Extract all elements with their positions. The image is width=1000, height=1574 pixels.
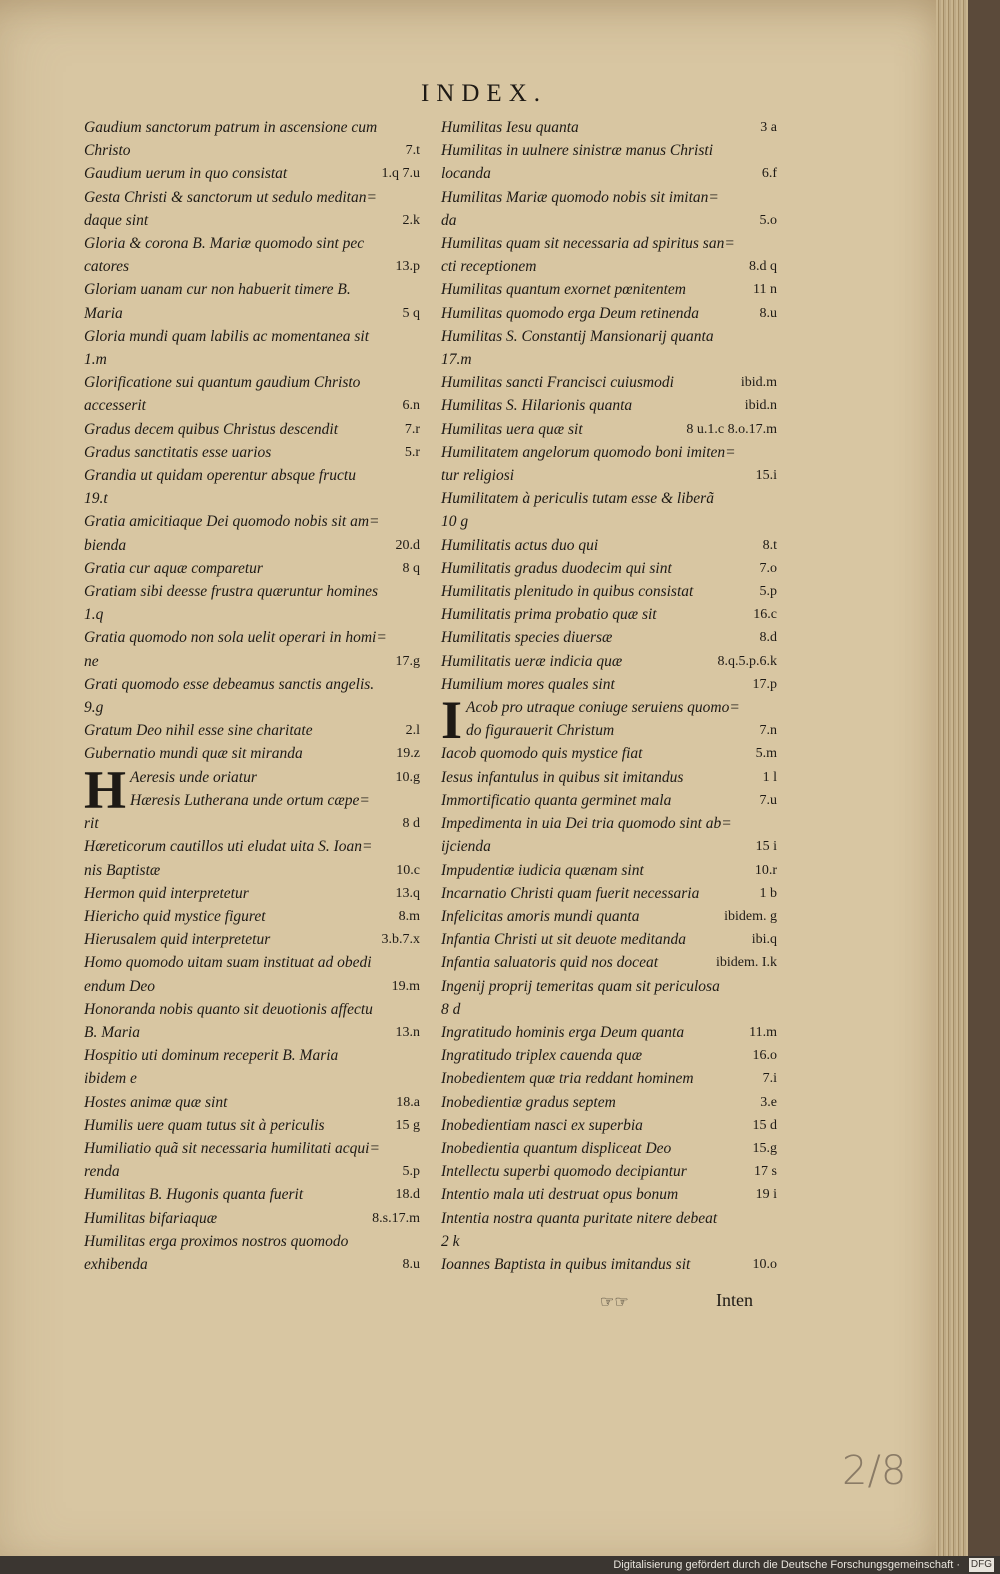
entry-continuation: Christo (84, 142, 131, 160)
index-entry (441, 998, 777, 1021)
entry-text: Intentio mala uti destruat opus bonum (441, 1186, 679, 1204)
entry-text: Hiericho quid mystice figuret (84, 907, 266, 925)
index-entry (84, 626, 420, 649)
index-entry (441, 626, 777, 649)
entry-text: Homo quomodo uitam suam instituat ad obedi (84, 954, 372, 972)
index-entry (441, 116, 777, 139)
page-reference: 7.u (759, 792, 777, 808)
index-entry (441, 394, 777, 417)
entry-continuation: 8 d (441, 1000, 461, 1018)
page-reference: 20.d (395, 537, 420, 553)
page-reference: 15 g (395, 1117, 420, 1133)
index-entry (84, 835, 420, 858)
entry-text: Ingratitudo hominis erga Deum quanta (441, 1023, 685, 1041)
entry-text: Impedimenta in uia Dei tria quomodo sint ab= (441, 815, 732, 833)
page-reference: 17 s (754, 1164, 777, 1180)
pointing-hands-icon: ☞☞ (600, 1294, 629, 1311)
entry-text: Infelicitas amoris mundi quanta (441, 907, 640, 925)
index-entry (441, 464, 777, 487)
index-entry (84, 209, 420, 232)
page-reference: 13.q (395, 885, 420, 901)
page-reference: 5.m (755, 746, 777, 762)
index-entry (84, 255, 420, 278)
index-entry (84, 371, 420, 394)
index-entry (441, 1021, 777, 1044)
index-entry (84, 139, 420, 162)
entry-text: Grandia ut quidam operentur absque fructu (84, 467, 356, 485)
index-entry (441, 371, 777, 394)
page-reference: 5.p (759, 584, 777, 600)
page-reference: 8 q (402, 560, 420, 576)
entry-text: Gratum Deo nihil esse sine charitate (84, 722, 313, 740)
index-entry (84, 719, 420, 742)
index-entry (441, 1207, 777, 1230)
catchword: Inten (716, 1290, 753, 1310)
page-edge (936, 0, 968, 1574)
page-reference: 2.k (402, 212, 420, 228)
page-reference: 3.e (760, 1094, 777, 1110)
page-reference: 7.r (404, 421, 420, 437)
page-reference: 5.o (759, 212, 777, 228)
index-entry (84, 1067, 420, 1090)
entry-text: Inobedientia quantum displiceat Deo (441, 1139, 672, 1157)
page-reference: 15.i (755, 468, 777, 484)
index-entry (84, 1160, 420, 1183)
entry-continuation: bienda (84, 536, 127, 554)
page-reference: 5.p (402, 1164, 420, 1180)
index-entry (84, 232, 420, 255)
index-entry (441, 1253, 777, 1276)
index-entry (84, 325, 420, 348)
entry-continuation: B. Maria (84, 1023, 140, 1041)
index-entry (441, 487, 777, 510)
index-entry (84, 1207, 420, 1230)
entry-text: Hierusalem quid interpretetur (84, 931, 271, 949)
entry-continuation: accesserit (84, 397, 146, 415)
entry-text: Humilitatem angelorum quomodo boni imiten= (441, 443, 736, 461)
left-index-column (84, 116, 420, 1276)
entry-text: Intellectu superbi quomodo decipiantur (441, 1163, 687, 1181)
page-reference: 5 q (402, 305, 420, 321)
index-entry (441, 278, 777, 301)
index-entry (84, 534, 420, 557)
page-reference: 8.q.5.p.6.k (717, 653, 777, 669)
index-entry (84, 162, 420, 185)
entry-text: Humilitatis ueræ indicia quæ (441, 652, 623, 670)
page-reference: 17.p (752, 676, 777, 692)
index-entry (84, 510, 420, 533)
entry-text: Iacob quomodo quis mystice fiat (441, 745, 643, 763)
page-reference: 10.o (752, 1256, 777, 1272)
page-reference: 8.s.17.m (372, 1210, 420, 1226)
digitization-footer (0, 1556, 1000, 1574)
page-reference: 8.m (398, 908, 420, 924)
entry-text: Humilitas B. Hugonis quanta fuerit (84, 1186, 304, 1204)
entry-text: Humilitas quam sit necessaria ad spiritus san= (441, 235, 735, 253)
right-index-column (441, 116, 777, 1276)
pencil-annotation: 2/8 (842, 1448, 907, 1494)
index-entry (84, 998, 420, 1021)
index-entry (441, 673, 777, 696)
index-entry (84, 1137, 420, 1160)
page-reference: 2.l (405, 723, 420, 739)
index-entry (441, 742, 777, 765)
entry-text: Ingenij proprij temeritas quam sit periculosa (441, 977, 720, 995)
entry-text: Infantia saluatoris quid nos doceat (441, 954, 658, 972)
entry-text: Infantia Christi ut sit deuote meditanda (441, 931, 686, 949)
entry-continuation: 10 g (441, 513, 469, 531)
entry-text: Gratiam sibi deesse frustra quæruntur homines (84, 583, 379, 601)
entry-text: Inobedientiam nasci ex superbia (441, 1116, 643, 1134)
page-title: INDEX. (420, 80, 547, 107)
entry-text: Humilitas uera quæ sit (441, 420, 583, 438)
index-entry (84, 1114, 420, 1137)
entry-text: Hæreticorum cautillos uti eludat uita S. Ioan= (84, 838, 373, 856)
index-entry (441, 232, 777, 255)
index-entry (84, 557, 420, 580)
page-reference: 13.p (395, 259, 420, 275)
entry-text: Humilitas erga proximos nostros quomodo (84, 1232, 349, 1250)
index-entry (441, 603, 777, 626)
page-reference: 6.f (761, 166, 777, 182)
entry-text: Gesta Christi & sanctorum ut sedulo meditan= (84, 188, 377, 206)
index-entry (84, 116, 420, 139)
entry-text: Gloria & corona B. Mariæ quomodo sint pec (84, 235, 365, 253)
index-entry (84, 487, 420, 510)
index-entry (441, 557, 777, 580)
entry-text: Inobedientem quæ tria reddant hominem (441, 1070, 694, 1088)
dfg-badge: DFG (970, 1559, 992, 1570)
index-entry (84, 580, 420, 603)
page-reference: ibidem. g (724, 908, 777, 924)
entry-text: Humilitatis plenitudo in quibus consistat (441, 583, 694, 601)
index-entry (84, 951, 420, 974)
index-entry (441, 441, 777, 464)
index-entry (84, 1044, 420, 1067)
index-entry (441, 580, 777, 603)
index-entry (441, 928, 777, 951)
entry-text: Intentia nostra quanta puritate nitere debeat (441, 1209, 718, 1227)
index-entry (441, 162, 777, 185)
index-entry (84, 1091, 420, 1114)
index-entry (84, 418, 420, 441)
page-reference: 8.t (762, 537, 777, 553)
index-entry (441, 1044, 777, 1067)
page-reference: 8 d (402, 816, 420, 832)
footer-text: Digitalisierung gefördert durch die Deutsche Forschungsgemeinschaft · (613, 1559, 960, 1571)
index-entry (441, 209, 777, 232)
index-entry (441, 534, 777, 557)
index-entry (441, 1160, 777, 1183)
entry-continuation: nis Baptistæ (84, 861, 161, 879)
index-entry (441, 766, 777, 789)
drop-capital: H (84, 759, 127, 820)
index-entry (441, 255, 777, 278)
index-entry (441, 325, 777, 348)
entry-text: Humilitas bifariaquæ (84, 1209, 218, 1227)
page-reference: 15 i (755, 839, 777, 855)
page-reference: ibi.q (751, 932, 777, 948)
entry-text: Honoranda nobis quanto sit deuotionis affectu (84, 1000, 373, 1018)
index-entry (84, 650, 420, 673)
entry-text: Humilitas Mariæ quomodo nobis sit imitan= (441, 188, 719, 206)
page-reference: 19.m (391, 978, 420, 994)
index-entry (84, 1253, 420, 1276)
index-entry (84, 278, 420, 301)
index-entry (84, 302, 420, 325)
index-entry (441, 510, 777, 533)
entry-continuation: 1.q (84, 606, 104, 624)
page-reference: 8.u (402, 1256, 420, 1272)
page-reference: 15.g (752, 1140, 777, 1156)
index-entry (441, 139, 777, 162)
entry-text: Hospitio uti dominum receperit B. Maria (84, 1047, 339, 1065)
page-reference: 19 i (755, 1187, 777, 1203)
index-entry (441, 859, 777, 882)
entry-text: Humilitas Iesu quanta (441, 119, 579, 136)
page-reference: 5.r (404, 444, 420, 460)
entry-continuation: daque sint (84, 211, 149, 229)
page-reference: 15 d (752, 1117, 777, 1133)
entry-text: Humilitatis gradus duodecim qui sint (441, 559, 672, 577)
page-reference: 7.i (762, 1071, 777, 1087)
entry-continuation: do figurauerit Christum (466, 722, 615, 740)
page-reference: 13.n (395, 1024, 420, 1040)
index-entry (441, 882, 777, 905)
entry-text: Humiliatio quã sit necessaria humilitati acqui= (84, 1139, 380, 1157)
page-reference: 8 u.1.c 8.o.17.m (686, 421, 777, 437)
entry-text: Humilitatis species diuersæ (441, 629, 613, 647)
index-entry (84, 348, 420, 371)
index-entry (84, 603, 420, 626)
page-reference: 7.o (759, 560, 777, 576)
index-entry (441, 951, 777, 974)
entry-text: Humilitatis actus duo qui (441, 536, 599, 554)
page-reference: 16.c (753, 607, 777, 623)
entry-text: Glorificatione sui quantum gaudium Christo (84, 374, 361, 392)
index-entry (84, 1183, 420, 1206)
page-reference: 19.z (396, 746, 420, 762)
index-entry (84, 905, 420, 928)
entry-continuation: tur religiosi (441, 467, 515, 485)
index-entry (84, 673, 420, 696)
entry-text: Aeresis unde oriatur (130, 768, 257, 786)
index-entry (84, 441, 420, 464)
index-entry (84, 1021, 420, 1044)
page-reference: ibid.n (744, 398, 777, 414)
entry-text: Hermon quid interpretetur (84, 884, 249, 902)
index-entry (441, 812, 777, 835)
index-entry (84, 742, 420, 765)
page-reference: 1.q 7.u (381, 166, 420, 182)
entry-continuation: rit (84, 815, 99, 833)
index-entry (84, 464, 420, 487)
entry-continuation: cti receptionem (441, 258, 537, 276)
index-entry (84, 859, 420, 882)
entry-text: Gubernatio mundi quæ sit miranda (84, 745, 303, 763)
page-reference: 8.u (759, 305, 777, 321)
index-entry (441, 1183, 777, 1206)
page-reference: 10.g (395, 769, 420, 785)
entry-continuation: ibidem e (84, 1070, 137, 1088)
page-reference: 3.b.7.x (381, 932, 420, 948)
entry-continuation: 17.m (441, 351, 472, 369)
entry-text: Iesus infantulus in quibus sit imitandus (441, 768, 684, 786)
entry-text: Immortificatio quanta germinet mala (441, 791, 672, 809)
entry-text: Gradus decem quibus Christus descendit (84, 420, 339, 438)
page-reference: 11.m (749, 1024, 777, 1040)
entry-text: Impudentiæ iudicia quænam sint (441, 861, 644, 879)
drop-capital: I (441, 690, 463, 751)
index-entry (84, 812, 420, 835)
entry-text: Humilium mores quales sint (441, 675, 615, 693)
index-entry (84, 696, 420, 719)
page-reference: 1 l (762, 769, 777, 785)
entry-text: Ingratitudo triplex cauenda quæ (441, 1047, 643, 1065)
index-entry (441, 348, 777, 371)
entry-text: Humilitatis prima probatio quæ sit (441, 606, 657, 624)
page-reference: ibidem. I.k (715, 955, 777, 971)
entry-text: Humilitas S. Constantij Mansionarij quanta (441, 327, 714, 345)
entry-continuation: endum Deo (84, 977, 156, 995)
entry-text: Humilitatem à periculis tutam esse & liberã (441, 490, 714, 508)
entry-continuation: locanda (441, 165, 491, 183)
entry-text: Gaudium uerum in quo consistat (84, 165, 288, 183)
page-reference: 6.n (402, 398, 420, 414)
entry-continuation: renda (84, 1163, 120, 1181)
entry-text: Ioannes Baptista in quibus imitandus sit (441, 1255, 691, 1273)
index-entry (84, 928, 420, 951)
index-entry (441, 1114, 777, 1137)
index-entry (441, 302, 777, 325)
entry-continuation: exhibenda (84, 1255, 148, 1273)
entry-text: Gloriam uanam cur non habuerit timere B. (84, 281, 351, 299)
entry-continuation: ijcienda (441, 838, 491, 856)
index-entry (84, 789, 420, 812)
page-reference: 7.n (759, 723, 777, 739)
index-entry (441, 1137, 777, 1160)
entry-text: Grati quomodo esse debeamus sanctis angelis. (84, 675, 375, 693)
entry-text: Humilitas S. Hilarionis quanta (441, 397, 633, 415)
entry-continuation: 9.g (84, 699, 104, 717)
page-reference: 8.d (759, 630, 777, 646)
entry-continuation: 19.t (84, 490, 108, 508)
entry-continuation: ne (84, 652, 99, 670)
page-reference: 18.a (396, 1094, 420, 1110)
entry-text: Humilitas quomodo erga Deum retinenda (441, 304, 700, 322)
entry-text: Gaudium sanctorum patrum in ascensione cum (84, 119, 378, 136)
entry-text: Inobedientiæ gradus septem (441, 1093, 616, 1111)
page-reference: 16.o (752, 1048, 777, 1064)
index-entry (441, 789, 777, 812)
entry-continuation: 1.m (84, 351, 107, 369)
entry-continuation: 2 k (441, 1232, 460, 1250)
page-reference: 10.c (396, 862, 420, 878)
index-entry (441, 418, 777, 441)
index-entry (441, 1091, 777, 1114)
page-reference: 1 b (759, 885, 777, 901)
entry-text: Gratia quomodo non sola uelit operari in homi= (84, 629, 387, 647)
entry-continuation: Maria (84, 304, 123, 322)
entry-text: Gloria mundi quam labilis ac momentanea sit (84, 327, 370, 345)
index-entry (441, 905, 777, 928)
index-entry (441, 1230, 777, 1253)
index-entry (84, 882, 420, 905)
entry-text: Gradus sanctitatis esse uarios (84, 443, 272, 461)
index-entry (441, 186, 777, 209)
index-entry (84, 186, 420, 209)
page-reference: 8.d q (749, 259, 777, 275)
page-reference: 10.r (754, 862, 777, 878)
page-reference: 7.t (405, 143, 420, 159)
entry-text: Incarnatio Christi quam fuerit necessaria (441, 884, 700, 902)
index-entry (84, 1230, 420, 1253)
entry-text: Humilis uere quam tutus sit à periculis (84, 1116, 325, 1134)
entry-continuation: catores (84, 258, 130, 276)
index-entry (84, 394, 420, 417)
entry-text: Hæresis Lutherana unde ortum cæpe= (130, 791, 370, 809)
entry-text: Gratia amicitiaque Dei quomodo nobis sit am= (84, 513, 380, 531)
entry-text: Acob pro utraque coniuge seruiens quomo= (466, 699, 740, 717)
page-reference: 18.d (395, 1187, 420, 1203)
page-reference: 3 a (760, 120, 777, 135)
entry-text: Hostes animæ quæ sint (84, 1093, 228, 1111)
index-entry (441, 975, 777, 998)
entry-text: Humilitas quantum exornet pœnitentem (441, 281, 686, 299)
page-reference: 11 n (753, 282, 777, 298)
page-reference: ibid.m (740, 375, 777, 391)
entry-text: Humilitas sancti Francisci cuiusmodi (441, 374, 674, 392)
index-entry (441, 650, 777, 673)
index-entry (441, 719, 777, 742)
entry-text: Humilitas in uulnere sinistræ manus Christi (441, 142, 713, 160)
index-entry (441, 835, 777, 858)
entry-text: Gratia cur aquæ comparetur (84, 559, 263, 577)
index-entry (441, 1067, 777, 1090)
index-entry (84, 975, 420, 998)
page-reference: 17.g (395, 653, 420, 669)
entry-continuation: da (441, 211, 457, 229)
